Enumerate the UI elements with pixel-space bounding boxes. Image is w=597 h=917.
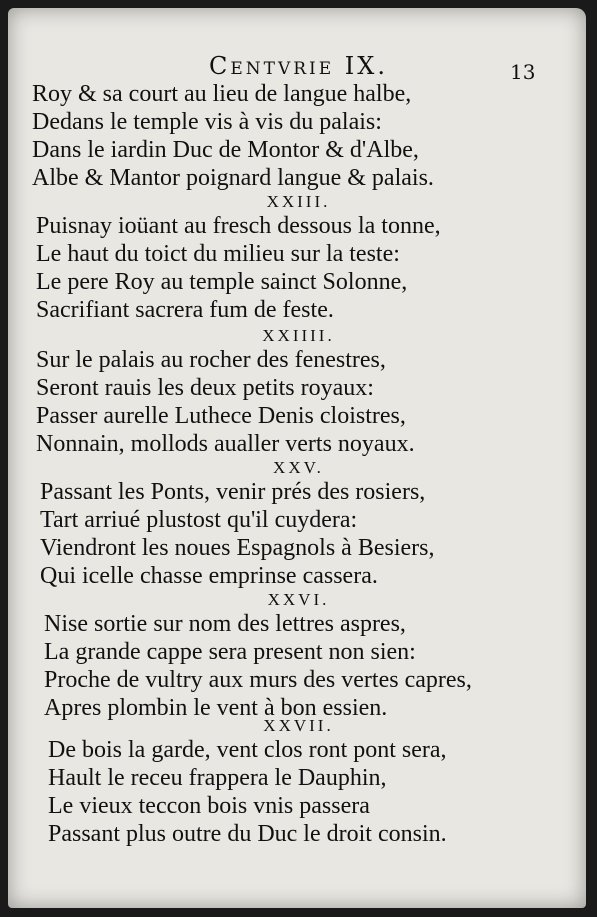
quatrain-number: XXVI. bbox=[267, 590, 330, 609]
running-title bbox=[0, 48, 597, 81]
quatrain bbox=[0, 458, 597, 590]
quatrain bbox=[0, 80, 597, 192]
verse-line: Passer aurelle Luthece Denis cloistres, bbox=[36, 403, 406, 429]
quatrain bbox=[0, 590, 597, 722]
verse-line: Passant plus outre du Duc le droit consin. bbox=[48, 821, 447, 847]
verse-line: Sacrifiant sacrera fum de feste. bbox=[36, 297, 334, 323]
verse-line: Hault le receu frappera le Dauphin, bbox=[48, 765, 387, 791]
verse-line: Roy & sa court au lieu de langue halbe, bbox=[32, 81, 412, 107]
verse-line: Nise sortie sur nom des lettres aspres, bbox=[44, 611, 406, 637]
page-number: 13 bbox=[510, 60, 536, 84]
verse-line: Apres plombin le vent à bon essien. bbox=[44, 695, 388, 721]
verse-line: Le vieux teccon bois vnis passera bbox=[48, 793, 370, 819]
quatrain-number: XXVII. bbox=[263, 716, 334, 735]
verse-line: Passant les Ponts, venir prés des rosiers, bbox=[40, 479, 426, 505]
verse-line: Seront rauis les deux petits royaux: bbox=[36, 375, 374, 401]
verse-line: De bois la garde, vent clos ront pont sera, bbox=[48, 737, 447, 763]
quatrain-number: XXV. bbox=[273, 458, 324, 477]
verse-line: Dans le iardin Duc de Montor & d'Albe, bbox=[32, 137, 419, 163]
verse-line: Tart arriué plustost qu'il cuydera: bbox=[40, 507, 358, 533]
verse-line: Qui icelle chasse emprinse cassera. bbox=[40, 563, 378, 589]
verse-line: Dedans le temple vis à vis du palais: bbox=[32, 109, 382, 135]
verse-line: Albe & Mantor poignard langue & palais. bbox=[32, 165, 434, 191]
verse-line: Le pere Roy au temple sainct Solonne, bbox=[36, 269, 408, 295]
verse-line: Sur le palais au rocher des fenestres, bbox=[36, 347, 386, 373]
verse-line: Puisnay ioüant au fresch dessous la tonne, bbox=[36, 213, 441, 239]
verse-line: Proche de vultry aux murs des vertes capres, bbox=[44, 667, 472, 693]
verse-line: La grande cappe sera present non sien: bbox=[44, 639, 416, 665]
quatrain-number: XXIIII. bbox=[262, 326, 335, 345]
quatrain bbox=[0, 716, 597, 848]
verse-line: Nonnain, mollods aualler verts noyaux. bbox=[36, 431, 415, 457]
verse-line: Le haut du toict du milieu sur la teste: bbox=[36, 241, 400, 267]
running-title-text: Centvrie IX. bbox=[208, 52, 388, 80]
verse-line: Viendront les noues Espagnols à Besiers, bbox=[40, 535, 435, 561]
quatrain-number: XXIII. bbox=[266, 192, 331, 211]
quatrain bbox=[0, 326, 597, 458]
quatrain bbox=[0, 192, 597, 324]
